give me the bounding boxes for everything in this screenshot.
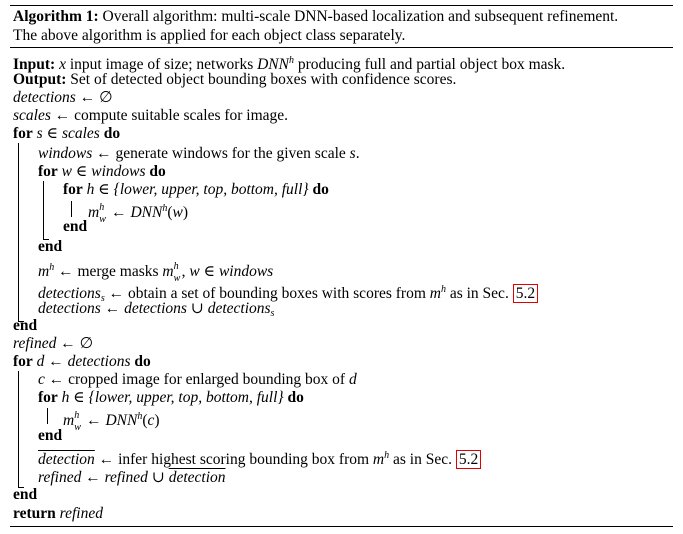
var-x: x <box>59 56 66 73</box>
block-bar-detections <box>18 371 19 487</box>
kw-end: end <box>13 486 38 503</box>
kw-end: end <box>63 218 88 235</box>
kw-for: for <box>63 181 83 198</box>
kw-do: do <box>312 181 329 198</box>
input-label: Input: <box>13 56 56 73</box>
kw-do: do <box>134 353 151 370</box>
lparen: ( <box>167 204 173 221</box>
arrow: ← <box>108 285 125 302</box>
kw-for: for <box>38 163 58 180</box>
var-detection-bar: detection <box>168 469 226 486</box>
rparen: ) <box>182 204 189 221</box>
empty-set: ∅ <box>99 89 113 106</box>
arrow: ← <box>79 89 96 106</box>
end-parts-1 <box>63 218 87 236</box>
end-scales <box>13 317 37 335</box>
arrow: ← <box>104 300 121 317</box>
var-c: c <box>147 412 155 429</box>
var-detection-bar: detection <box>38 451 95 468</box>
kw-end: end <box>38 427 63 444</box>
infer-text: infer highest scoring bounding box from <box>118 451 370 468</box>
var-c: c <box>38 371 45 388</box>
for-parts-1 <box>63 181 329 199</box>
empty-set: ∅ <box>79 335 94 352</box>
in-symbol: ∈ <box>73 389 85 406</box>
mask-assign-1 <box>88 200 189 225</box>
var-detections: detections <box>38 300 101 317</box>
input-text-b: producing full and partial object box mask. <box>297 56 566 73</box>
kw-for: for <box>13 353 33 370</box>
sub-w: w <box>173 273 181 284</box>
sup-h: h <box>384 450 390 461</box>
var-s: s <box>349 145 356 162</box>
block-bar-windows <box>43 181 44 239</box>
var-refined: refined <box>59 505 103 522</box>
for-scales <box>13 125 120 143</box>
return-line <box>13 505 103 523</box>
var-detections: detections <box>207 300 271 317</box>
union-symbol: ∪ <box>190 300 204 317</box>
in-symbol: ∈ <box>98 181 110 198</box>
init-scales <box>13 107 288 125</box>
crop-line <box>38 371 357 389</box>
gen-windows-text: generate windows for the given scale <box>115 145 346 162</box>
var-refined: refined <box>104 469 148 486</box>
infer-line <box>38 447 481 468</box>
arrow: ← <box>86 412 102 429</box>
sub-w: w <box>99 214 106 225</box>
sup-h: h <box>137 411 143 422</box>
var-m: m <box>63 412 75 429</box>
var-m: m <box>372 451 385 468</box>
var-windows: windows <box>218 263 274 280</box>
sup-sub <box>173 261 182 284</box>
sup-h: h <box>99 202 105 213</box>
var-detections: detections <box>67 353 131 370</box>
var-refined: refined <box>13 335 57 352</box>
sup-sub <box>74 410 82 433</box>
output-line <box>13 71 456 89</box>
var-dnn: DNN <box>257 56 289 73</box>
sup-h: h <box>74 410 80 421</box>
kw-return: return <box>13 505 56 522</box>
var-h: h <box>86 181 95 198</box>
init-detections <box>13 89 113 107</box>
bottom-rule <box>10 526 673 527</box>
section-ref-link-2[interactable]: 5.2 <box>456 450 481 469</box>
var-windows: windows <box>91 163 146 180</box>
cropped-text: cropped image for enlarged bounding box of <box>68 371 346 388</box>
var-windows: windows <box>38 145 93 162</box>
caption-rule <box>10 47 673 48</box>
in-symbol: ∈ <box>75 163 88 180</box>
sup-h: h <box>173 261 179 272</box>
block-bar-parts-1 <box>71 201 72 217</box>
kw-end: end <box>13 317 38 334</box>
var-m: m <box>38 263 50 280</box>
var-dnn: DNN <box>105 412 138 429</box>
kw-end: end <box>38 238 63 255</box>
var-refined: refined <box>38 469 82 486</box>
union-symbol: ∪ <box>151 469 165 486</box>
arrow: ← <box>85 469 101 486</box>
sub-w: w <box>74 422 81 433</box>
comma: , <box>181 263 186 280</box>
var-w: w <box>172 204 183 221</box>
as-in-sec-text: as in Sec. <box>449 285 509 302</box>
arrow: ← <box>54 107 71 124</box>
arrow: ← <box>48 371 65 388</box>
sub-s: s <box>270 308 275 319</box>
arrow: ← <box>58 263 74 280</box>
var-detections: detections <box>38 285 101 302</box>
output-text: Set of detected object bounding boxes with confidence scores. <box>70 71 457 88</box>
var-m: m <box>162 263 174 280</box>
period: . <box>355 145 360 162</box>
arrow: ← <box>111 204 127 221</box>
kw-for: for <box>38 389 58 406</box>
parts-set: {lower, upper, top, bottom, full} <box>88 389 284 406</box>
windows-assign <box>38 145 360 163</box>
var-s: s <box>36 125 43 142</box>
end-detections <box>13 486 37 504</box>
var-scales: scales <box>61 125 100 142</box>
arrow: ← <box>98 451 115 468</box>
union-refined-line <box>38 469 226 487</box>
var-w: w <box>189 263 200 280</box>
input-line <box>13 52 566 73</box>
top-rule <box>10 5 673 6</box>
parts-set: {lower, upper, top, bottom, full} <box>113 181 309 198</box>
caption-text-2: The above algorithm is applied for each object class separately. <box>13 27 406 44</box>
sup-h: h <box>440 284 446 295</box>
var-m: m <box>88 204 100 221</box>
sup-h: h <box>288 55 294 66</box>
var-w: w <box>61 163 73 180</box>
in-symbol: ∈ <box>46 125 59 142</box>
arrow: ← <box>96 145 112 162</box>
rparen: ) <box>154 412 160 429</box>
var-detections: detections <box>13 89 76 106</box>
end-windows <box>38 238 62 256</box>
obtain-boxes-line <box>38 281 538 304</box>
sub-s: s <box>100 293 105 304</box>
var-h: h <box>61 389 70 406</box>
lparen: ( <box>142 412 148 429</box>
arrow: ← <box>48 353 64 370</box>
end-parts-2 <box>38 427 62 445</box>
sup-h: h <box>49 262 55 273</box>
mask-assign-2 <box>63 408 160 433</box>
algorithm-caption-line-2 <box>13 27 405 45</box>
init-refined <box>13 335 93 353</box>
union-detections-line <box>38 300 274 318</box>
block-bar-parts-2 <box>47 408 48 424</box>
section-ref-link[interactable]: 5.2 <box>513 284 538 303</box>
caption-text-1: Overall algorithm: multi-scale DNN-based localization and subsequent refinement. <box>102 8 619 25</box>
algorithm-label: Algorithm 1: <box>13 8 99 25</box>
for-windows <box>38 163 166 181</box>
in-symbol: ∈ <box>203 263 216 280</box>
kw-for: for <box>13 125 33 142</box>
as-in-sec-text: as in Sec. <box>393 451 452 468</box>
input-text-a: input image of size; networks <box>69 56 254 73</box>
merge-masks-text: merge masks <box>77 263 159 280</box>
obtain-boxes-text: obtain a set of bounding boxes with scores from <box>128 285 426 302</box>
algorithm-caption-line-1 <box>13 8 618 26</box>
sup-sub <box>99 202 107 225</box>
var-d: d <box>36 353 45 370</box>
compute-scales-text: compute suitable scales for image. <box>74 107 289 124</box>
for-parts-2 <box>38 389 304 407</box>
arrow: ← <box>60 335 76 352</box>
var-detections: detections <box>124 300 187 317</box>
var-d: d <box>348 371 357 388</box>
sup-h: h <box>162 203 168 214</box>
kw-do: do <box>149 163 166 180</box>
merge-masks-line <box>38 259 274 284</box>
for-detections <box>13 353 151 371</box>
kw-do: do <box>103 125 121 142</box>
var-scales: scales <box>13 107 51 124</box>
var-m: m <box>429 285 441 302</box>
block-bar-scales <box>18 143 19 321</box>
kw-do: do <box>287 389 304 406</box>
var-dnn: DNN <box>130 204 163 221</box>
output-label: Output: <box>13 71 67 88</box>
